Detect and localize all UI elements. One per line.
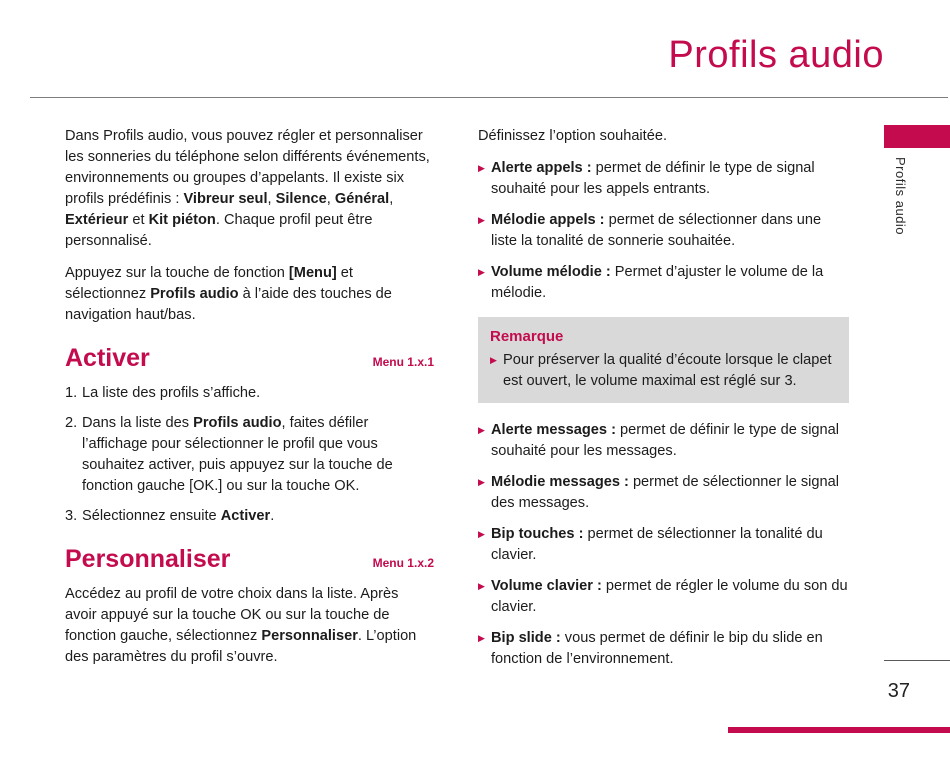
bottom-accent-bar [728,727,950,733]
title-divider [30,97,948,98]
note-box [478,317,849,403]
note-bullet-text: Pour préserver la qualité d’écoute lorsque le clapet est ouvert, le volume maximal est réglé sur 3. [503,352,832,389]
page-number: 37 [887,680,910,702]
bullet-text: Bip slide : vous permet de définir le bip du slide en fonction de l’environnement. [491,630,823,667]
personnaliser-paragraph: Accédez au profil de votre choix dans la liste. Après avoir appuyé sur la touche OK ou sur la touche de fonction gauche, sélectionnez Personnaliser. L’option des paramètres du profil s’ouvre. [65,586,417,665]
menu-access-paragraph: Appuyez sur la touche de fonction [Menu] et sélectionnez Profils audio à l’aide des touches de navigation haut/bas. [65,265,392,323]
sidebar-accent-block [884,125,950,148]
bullet-arrow-icon: ▶ [478,633,485,643]
section-title-activer: Activer [65,344,150,372]
bullet-text: Mélodie appels : permet de sélectionner dans une liste la tonalité de sonnerie souhaitée. [491,212,822,249]
bullet-arrow-icon: ▶ [490,355,497,365]
bullet-item [478,576,849,618]
bullet-text: Mélodie messages : permet de sélectionner le signal des messages. [491,474,839,511]
left-column [65,126,434,679]
bullet-arrow-icon: ▶ [478,581,485,591]
step-number: 3. [65,508,78,524]
bullet-arrow-icon: ▶ [478,215,485,225]
section-heading-personnaliser [65,545,434,574]
bullet-item [478,524,849,566]
bullet-item [478,420,849,462]
bullet-arrow-icon: ▶ [478,425,485,435]
step-item [65,506,434,527]
bullet-item [478,158,849,200]
page-title: Profils audio [668,34,884,76]
bullet-text: Volume mélodie : Permet d’ajuster le volume de la mélodie. [491,264,824,301]
step-text: La liste des profils s’affiche. [82,385,261,401]
bullet-arrow-icon: ▶ [478,267,485,277]
bullet-arrow-icon: ▶ [478,163,485,173]
bullet-item [478,210,849,252]
bullet-text: Bip touches : permet de sélectionner la tonalité du clavier. [491,526,823,563]
bullet-text: Volume clavier : permet de régler le volume du son du clavier. [491,578,848,615]
section-title-personnaliser: Personnaliser [65,545,231,573]
bullet-item [478,262,849,304]
sidebar-chapter-label: Profils audio [893,157,908,236]
step-text: Sélectionnez ensuite Activer. [82,508,275,524]
intro-paragraph: Dans Profils audio, vous pouvez régler et personnaliser les sonneries du téléphone selon différents événements, environnements ou groupes d’appelants. Il existe six profils prédéfinis : Vibreur seul, Silence, Général, Extérieur et Kit piéton. Chaque profil peut être personnalisé. [65,128,430,249]
step-text: Dans la liste des Profils audio, faites défiler l’affichage pour sélectionner le profil que vous souhaitez activer, puis appuyez sur la touche de fonction gauche [OK.] ou sur la touche OK. [82,415,393,494]
bullet-text: Alerte appels : permet de définir le type de signal souhaité pour les appels entrants. [491,160,815,197]
bullet-item [478,628,849,670]
bullet-item [478,472,849,514]
step-item [65,383,434,404]
menu-reference-personnaliser: Menu 1.x.2 [372,556,434,570]
note-title: Remarque [490,328,564,345]
section-heading-activer [65,344,434,373]
options-intro: Définissez l’option souhaitée. [478,128,668,144]
menu-reference-activer: Menu 1.x.1 [372,355,434,369]
bullet-arrow-icon: ▶ [478,529,485,539]
bullet-text: Alerte messages : permet de définir le type de signal souhaité pour les messages. [491,422,840,459]
right-column [478,126,849,680]
step-number: 1. [65,385,78,401]
note-bullet-item [490,350,837,392]
page-number-divider [884,660,950,661]
bullet-arrow-icon: ▶ [478,477,485,487]
step-number: 2. [65,415,78,431]
step-item [65,413,434,497]
